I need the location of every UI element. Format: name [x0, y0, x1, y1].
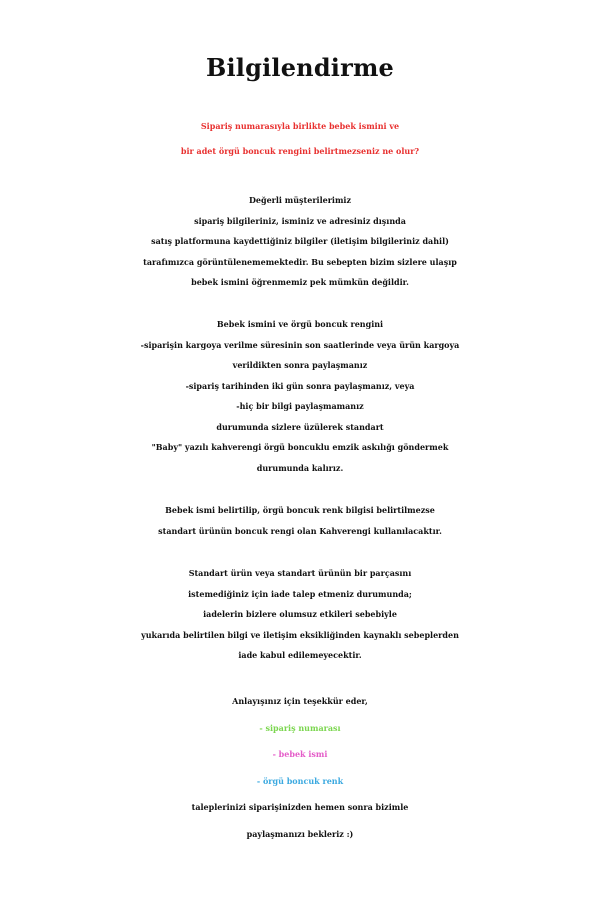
paragraph-line: yukarıda belirtilen bilgi ve iletişim eksikliğinden kaynaklı sebeplerden: [141, 629, 459, 640]
paragraph-conditions: [0, 314, 600, 478]
paragraph-line: iade kabul edilemeyecektir.: [238, 650, 362, 660]
paragraph-line: -hiç bir bilgi paylaşmamanız: [236, 401, 364, 411]
paragraph-line: tarafımızca görüntülenememektedir. Bu sebepten bizim sizlere ulaşıp: [143, 256, 457, 267]
request-line: paylaşmanızı bekleriz :): [246, 828, 354, 839]
paragraph-line: bebek ismini öğrenmemiz pek mümkün değildir.: [191, 277, 409, 287]
paragraph-line: verildikten sonra paylaşmanız: [232, 360, 368, 370]
subtitle-line: bir adet örgü boncuk rengini belirtmezseniz ne olur?: [180, 146, 420, 156]
paragraph-line: Standart ürün veya standart ürünün bir parçasını: [188, 568, 412, 578]
paragraph-line: durumunda sizlere üzülerek standart: [216, 421, 384, 432]
paragraph-line: iadelerin bizlere olumsuz etkileri sebebiyle: [203, 609, 397, 619]
subtitle-line: Sipariş numarasıyla birlikte bebek ismini ve: [200, 121, 400, 131]
paragraph-line: Değerli müşterilerimiz: [248, 195, 352, 205]
closing-note: [0, 688, 600, 847]
subtitle-question: [0, 114, 600, 164]
thanks-line: Anlayışınız için teşekkür eder,: [232, 696, 368, 706]
paragraph-line: -sipariş tarihinden iki gün sonra paylaşmanız, veya: [185, 380, 415, 391]
paragraph-line: Bebek ismini ve örgü boncuk rengini: [216, 319, 384, 329]
paragraph-line: "Baby" yazılı kahverengi örgü boncuklu emzik askılığı göndermek: [151, 442, 449, 452]
item-baby-name: - bebek ismi: [272, 749, 328, 759]
paragraph-line: sipariş bilgileriniz, isminiz ve adresiniz dışında: [194, 215, 406, 226]
paragraph-line: Bebek ismi belirtilip, örgü boncuk renk bilgisi belirtilmezse: [165, 505, 435, 515]
paragraph-returns: [0, 563, 600, 666]
paragraph-privacy: [0, 190, 600, 293]
item-order-number: - sipariş numarası: [259, 722, 341, 733]
paragraph-line: durumunda kalırız.: [256, 462, 344, 473]
page-title: Bilgilendirme: [205, 53, 395, 82]
paragraph-line: standart ürünün boncuk rengi olan Kahverengi kullanılacaktır.: [158, 525, 442, 536]
paragraph-line: satış platformuna kaydettiğiniz bilgiler (iletişim bilgileriniz dahil): [151, 236, 449, 246]
paragraph-line: istemediğiniz için iade talep etmeniz durumunda;: [188, 588, 412, 599]
item-bead-color: - örgü boncuk renk: [256, 775, 344, 786]
paragraph-line: -siparişin kargoya verilme süresinin son saatlerinde veya ürün kargoya: [140, 339, 460, 350]
paragraph-default-color: [0, 500, 600, 541]
request-line: taleplerinizi siparişinizden hemen sonra bizimle: [191, 802, 409, 812]
